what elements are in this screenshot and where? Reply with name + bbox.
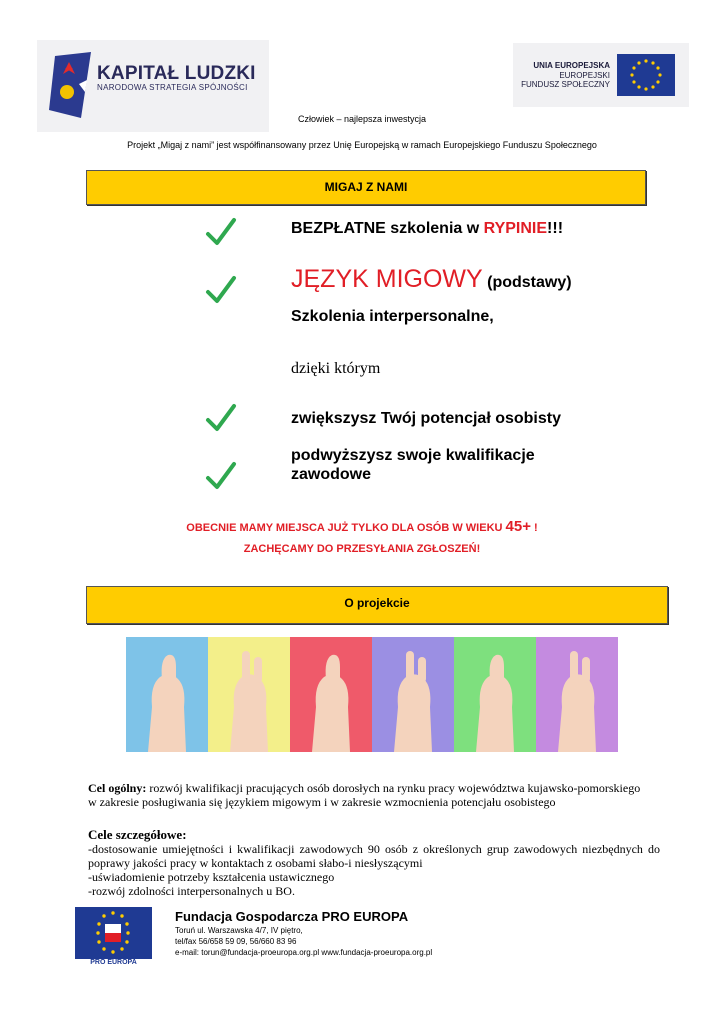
notice-age-value: 45+ bbox=[505, 518, 531, 535]
pro-europa-logo bbox=[75, 907, 152, 959]
offer-sign-language: JĘZYK MIGOWY bbox=[291, 265, 483, 293]
offer-benefit-qualifications: podwyższysz swoje kwalifikacje zawodowe bbox=[291, 447, 535, 483]
general-goal-label: Cel ogólny: bbox=[88, 781, 147, 795]
eu-fund-name bbox=[518, 71, 610, 89]
kapital-ludzki-subtitle: NARODOWA STRATEGIA SPÓJNOŚCI bbox=[97, 83, 248, 92]
hand-sign-panel bbox=[290, 637, 372, 752]
hand-sign-icon bbox=[454, 637, 536, 752]
checkmark-icon bbox=[204, 274, 238, 308]
eu-flag-icon bbox=[617, 54, 675, 96]
foundation-name: Fundacja Gospodarcza PRO EUROPA bbox=[175, 909, 409, 924]
notice-age-text: OBECNIE MAMY MIEJSCA JUŻ TYLKO DLA OSÓB W WIEKU bbox=[186, 522, 506, 534]
hand-sign-panel bbox=[372, 637, 454, 752]
section-title-about: O projekcie bbox=[344, 596, 410, 610]
eu-fund-line2: FUNDUSZ SPOŁECZNY bbox=[521, 80, 610, 89]
hand-sign-panel bbox=[208, 637, 290, 752]
hand-sign-icon bbox=[208, 637, 290, 752]
general-goal bbox=[88, 781, 648, 809]
eu-title: UNIA EUROPEJSKA bbox=[533, 61, 610, 70]
offer-thanks-to: dzięki którym bbox=[291, 360, 381, 377]
kapital-ludzki-title: KAPITAŁ LUDZKI bbox=[97, 63, 256, 84]
section-title-migaj: MIGAJ Z NAMI bbox=[324, 180, 408, 194]
foundation-contact: e-mail: torun@fundacja-proeuropa.org.pl www.fundacja-proeuropa.org.pl bbox=[175, 948, 433, 957]
funding-statement: Projekt „Migaj z nami” jest współfinansowany przez Unię Europejską w ramach Europejskiego Funduszu Społecznego bbox=[127, 140, 597, 150]
offer-level: (podstawy) bbox=[482, 274, 572, 291]
offer-location: RYPINIE bbox=[483, 220, 548, 237]
foundation-phone: tel/fax 56/658 59 09, 56/660 83 96 bbox=[175, 937, 297, 946]
pro-europa-label: PRO EUROPA bbox=[90, 959, 137, 966]
hand-sign-panel bbox=[454, 637, 536, 752]
specific-goal-item: -dostosowanie umiejętności i kwalifikacji zawodowych 90 osób z określonych grup zawodowych niezbędnych do poprawy jakości pracy w kontaktach z osobami słabo-i niesłyszącymi bbox=[88, 842, 660, 870]
specific-goals bbox=[88, 828, 660, 898]
offer-free-label: BEZPŁATNE szkolenia w bbox=[291, 220, 484, 237]
section-bar-migaj bbox=[86, 170, 646, 205]
tagline: Człowiek – najlepsza inwestycja bbox=[297, 114, 427, 124]
checkmark-icon bbox=[204, 402, 238, 436]
notice-encourage: ZACHĘCAMY DO PRZESYŁANIA ZGŁOSZEŃ! bbox=[243, 543, 481, 555]
hand-sign-panel bbox=[536, 637, 618, 752]
checkmark-icon bbox=[204, 216, 238, 250]
offer-line-free-training bbox=[291, 220, 563, 238]
hand-sign-icon bbox=[290, 637, 372, 752]
kapital-ludzki-emblem-icon bbox=[43, 48, 103, 118]
specific-goal-item: -uświadomienie potrzeby kształcenia ustawicznego bbox=[88, 870, 335, 884]
offer-exclaim: !!! bbox=[547, 220, 564, 237]
general-goal-text: rozwój kwalifikacji pracujących osób dorosłych na rynku pracy województwa kujawsko-pomorskiego w zakresie posługiwania się językiem migowym i w zakresie wzmocnienia potencjału osobistego bbox=[88, 781, 641, 809]
specific-goals-label: Cele szczegółowe: bbox=[88, 827, 187, 842]
offer-benefit-potential: zwiększysz Twój potencjał osobisty bbox=[291, 410, 561, 427]
offer-interpersonal: Szkolenia interpersonalne, bbox=[291, 308, 494, 325]
foundation-address: Toruń ul. Warszawska 4/7, IV piętro, bbox=[175, 926, 303, 935]
notice-age-limit bbox=[0, 518, 724, 535]
sign-language-image-strip bbox=[126, 637, 618, 752]
offer-line-sign-language bbox=[291, 265, 572, 294]
hand-sign-icon bbox=[372, 637, 454, 752]
hand-sign-icon bbox=[126, 637, 208, 752]
checkmark-icon bbox=[204, 460, 238, 494]
pro-europa-flag-icon bbox=[75, 907, 152, 959]
section-bar-about bbox=[86, 586, 668, 624]
notice-age-exclaim: ! bbox=[530, 522, 538, 534]
eu-fund-line1: EUROPEJSKI bbox=[559, 71, 610, 80]
specific-goal-item: -rozwój zdolności interpersonalnych u BO. bbox=[88, 884, 295, 898]
hand-sign-icon bbox=[536, 637, 618, 752]
hand-sign-panel bbox=[126, 637, 208, 752]
